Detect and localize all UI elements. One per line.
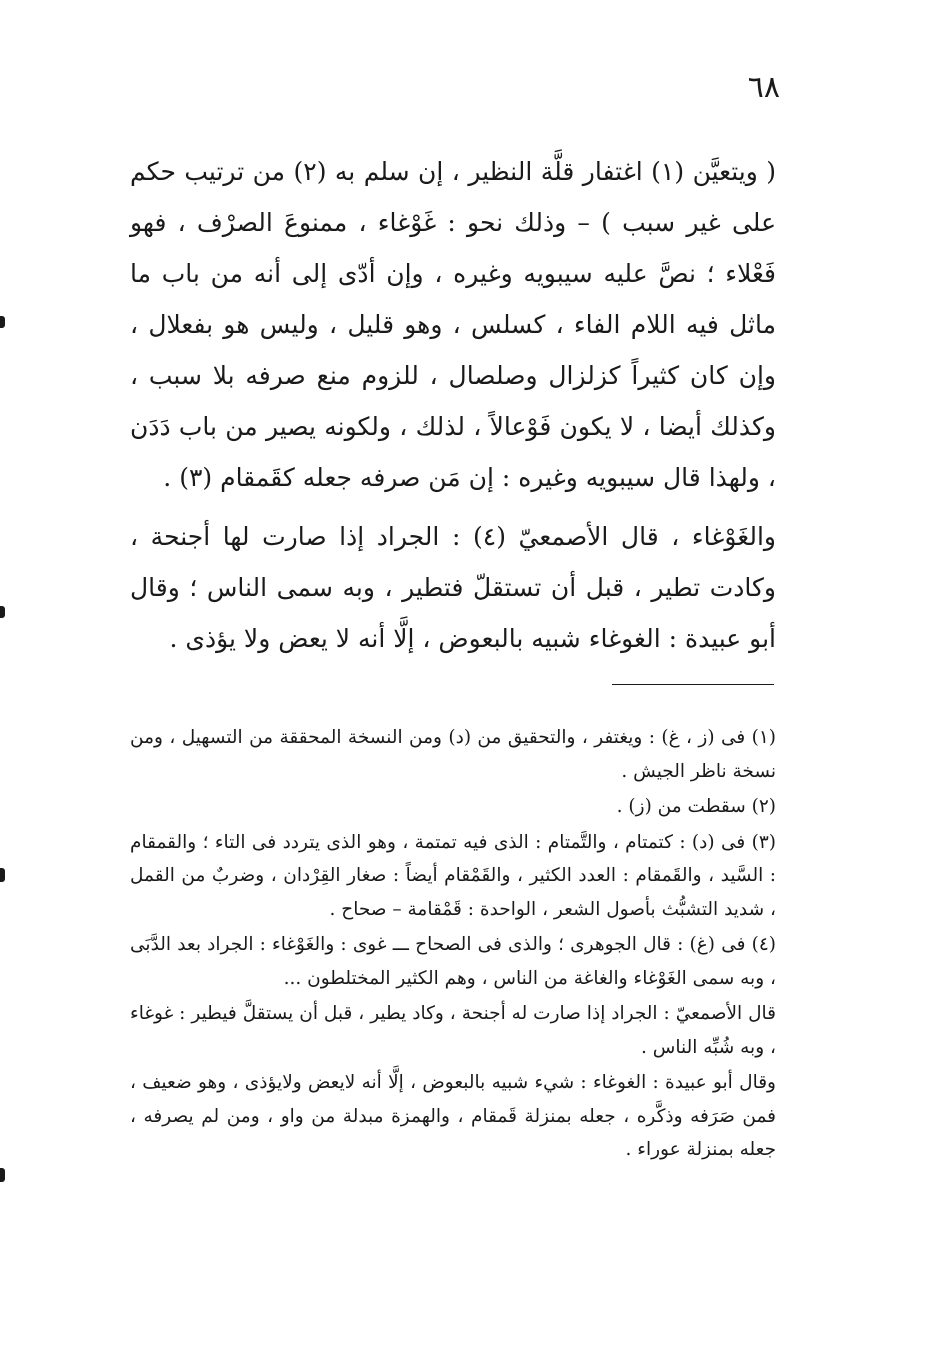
footnote-3: (٣) فى (د) : كتمتام ، والتَّمتام : الذى فيه تمتمة ، وهو الذى يتردد فى التاء ؛ والقمقام : السَّيد ، والقَمقام : العدد الكثير ، والقَمْقام أيضاً : صغار القِرْدان ، وضربٌ من القمل ، شديد التشبُّث بأصول الشعر ، الواحدة : قَمْقامة – صحاح . [130, 831, 776, 920]
page-number: ٦٨ [747, 70, 780, 105]
footnote-separator [612, 684, 774, 685]
footnotes [130, 721, 776, 1167]
main-paragraph: والغَوْغاء ، قال الأصمعيّ (٤) : الجراد إذا صارت لها أجنحة ، وكادت تطير ، قبل أن تستقلّ فتطير ، وبه سمى الناس ؛ وقال أبو عبيدة : الغوغاء شبيه بالبعوض ، إلَّا أنه لا يعض ولا يؤذى . [130, 522, 776, 653]
main-text [130, 146, 776, 664]
scan-edge-mark [0, 868, 5, 882]
main-paragraph: ( ويتعيَّن (١) اغتفار قلَّة النظير ، إن سلم به (٢) من ترتيب حكم على غير سبب ) – وذلك نحو : غَوْغاء ، ممنوعَ الصرْف ، فهو فَعْلاء ؛ نصَّ عليه سيبويه وغيره ، وإن أدّى إلى أنه من باب ما ماثل فيه اللام الفاء ، كسلس ، وهو قليل ، وليس هو بفعلال ، وإن كان كثيراً كزلزال وصلصال ، للزوم منع صرفه بلا سبب ، وكذلك أيضا ، لا يكون فَوْعالاً ، لذلك ، ولكونه يصير من باب دَدَن ، ولهذا قال سيبويه وغيره : إن مَن صرفه جعله كقَمقام (٣) . [130, 157, 776, 492]
footnote-2: (٢) سقطت من (ز) . [616, 796, 776, 817]
footnote-4-continuation: وقال أبو عبيدة : الغوغاء : شيء شبيه بالبعوض ، إلَّا أنه لايعض ولايؤذى ، وهو ضعيف ، فمن صَرَفه وذكَّره ، جعله بمنزلة قَمقام ، والهمزة مبدلة من واو ، ومن لم يصرفه ، جعله بمنزلة عوراء . [130, 1072, 776, 1160]
footnote-4: (٤) فى (غ) : قال الجوهرى ؛ والذى فى الصحاح ـــ غوى : والغَوْغاء : الجراد بعد الدَّبَى ، وبه سمى الغَوْغاء والغاغة من الناس ، وهم الكثير المختلطون ... [130, 934, 776, 989]
footnote-4-continuation: قال الأصمعيّ : الجراد إذا صارت له أجنحة ، وكاد يطير ، قبل أن يستقلَّ فيطير : غوغاء ، وبه شُبِّه الناس . [130, 1003, 776, 1058]
footnote-1: (١) فى (ز ، غ) : ويغتفر ، والتحقيق من (د) ومن النسخة المحققة من التسهيل ، ومن نسخة ناظر الجيش . [130, 727, 776, 782]
scan-edge-mark [0, 316, 5, 328]
scan-edge-mark [0, 1168, 5, 1182]
scan-edge-mark [0, 606, 5, 618]
